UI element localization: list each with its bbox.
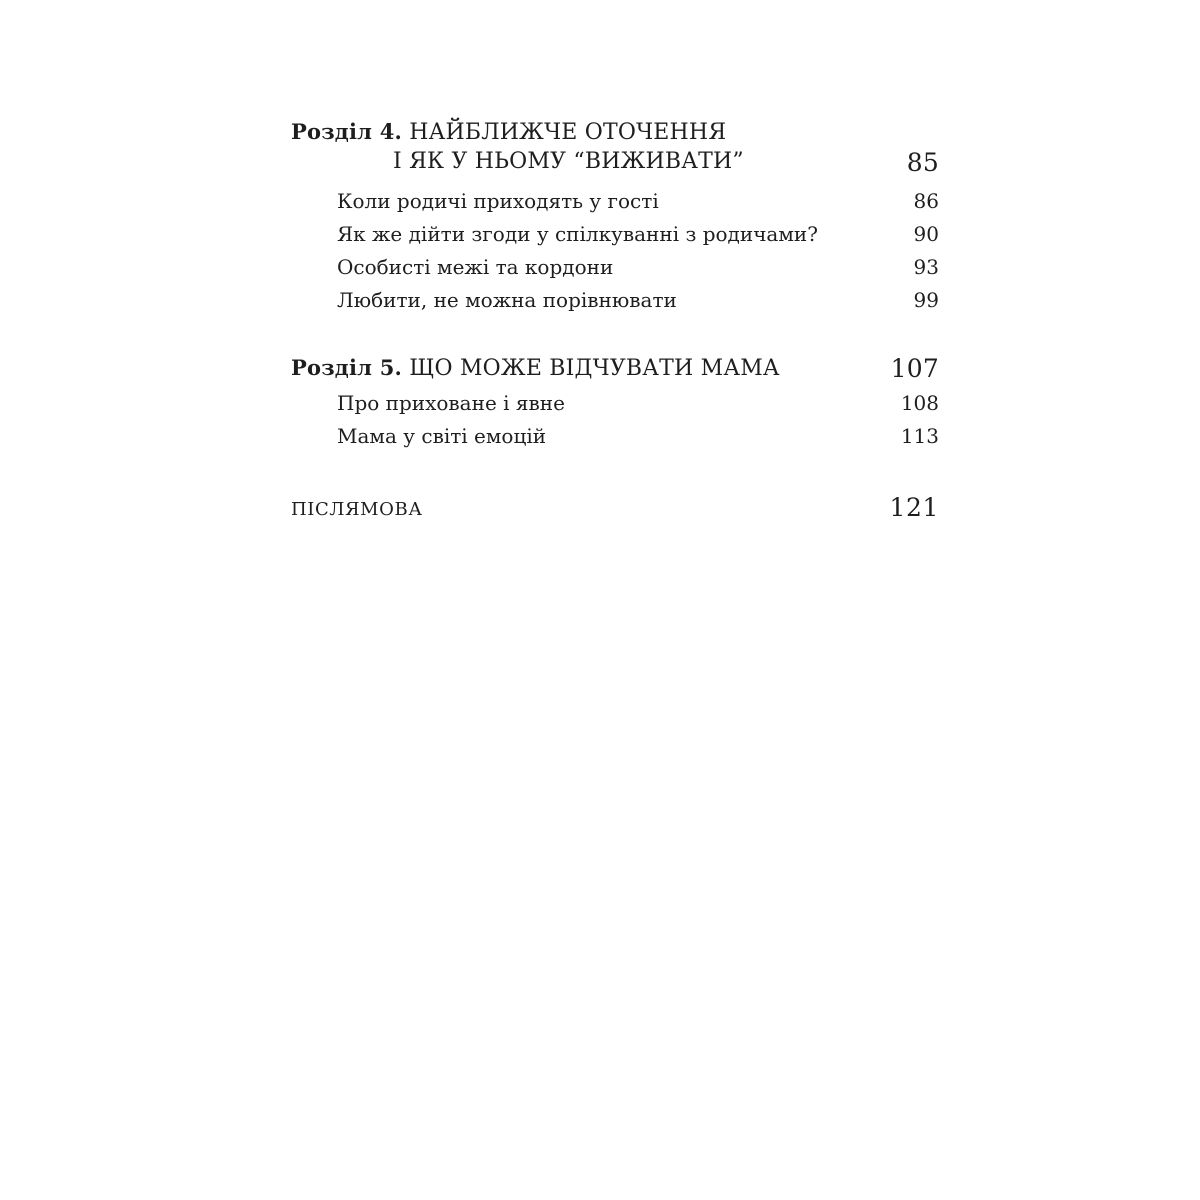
toc-entry-page: 93: [913, 255, 939, 279]
chapter-4-prefix: Розділ 4.: [291, 119, 403, 144]
toc-entry-page: 108: [900, 391, 939, 415]
toc-entry-title: Як же дійти згоди у спілкуванні з родичами?: [337, 222, 818, 246]
chapter-5-heading[interactable]: [291, 353, 939, 383]
chapter-4-page: 85: [906, 148, 939, 177]
toc-entry-page: 113: [900, 424, 939, 448]
toc-entry-page: 86: [913, 189, 939, 213]
chapter-4-title-line2: І ЯК У НЬОМУ “ВИЖИВАТИ”: [393, 149, 744, 174]
chapter-5-page: 107: [890, 354, 939, 383]
toc-entry-title: Мама у світі емоцій: [337, 424, 547, 448]
afterword-entry[interactable]: [291, 494, 939, 526]
toc-entry[interactable]: [291, 251, 939, 284]
afterword-title: ПІСЛЯМОВА: [291, 499, 423, 520]
toc-entry[interactable]: [291, 218, 939, 251]
chapter-5-prefix: Розділ 5.: [291, 355, 403, 380]
table-of-contents: [291, 117, 939, 526]
toc-entry-page: 90: [913, 222, 939, 246]
toc-entry[interactable]: [291, 387, 939, 420]
chapter-4-heading[interactable]: [291, 117, 939, 147]
toc-entry[interactable]: [291, 185, 939, 218]
toc-entry-title: Любити, не можна порівнювати: [337, 288, 677, 312]
toc-entry[interactable]: [291, 420, 939, 453]
toc-entry-page: 99: [913, 288, 939, 312]
toc-entry-title: Коли родичі приходять у гості: [337, 189, 659, 213]
toc-entry[interactable]: [291, 284, 939, 317]
chapter-4-heading-line2[interactable]: [291, 147, 939, 177]
chapter-5-title: ЩО МОЖЕ ВІДЧУВАТИ МАМА: [409, 356, 780, 381]
toc-entry-title: Особисті межі та кордони: [337, 255, 614, 279]
afterword-page: 121: [889, 493, 939, 522]
toc-entry-title: Про приховане і явне: [337, 391, 565, 415]
chapter-4-title-line1: НАЙБЛИЖЧЕ ОТОЧЕННЯ: [409, 120, 727, 145]
